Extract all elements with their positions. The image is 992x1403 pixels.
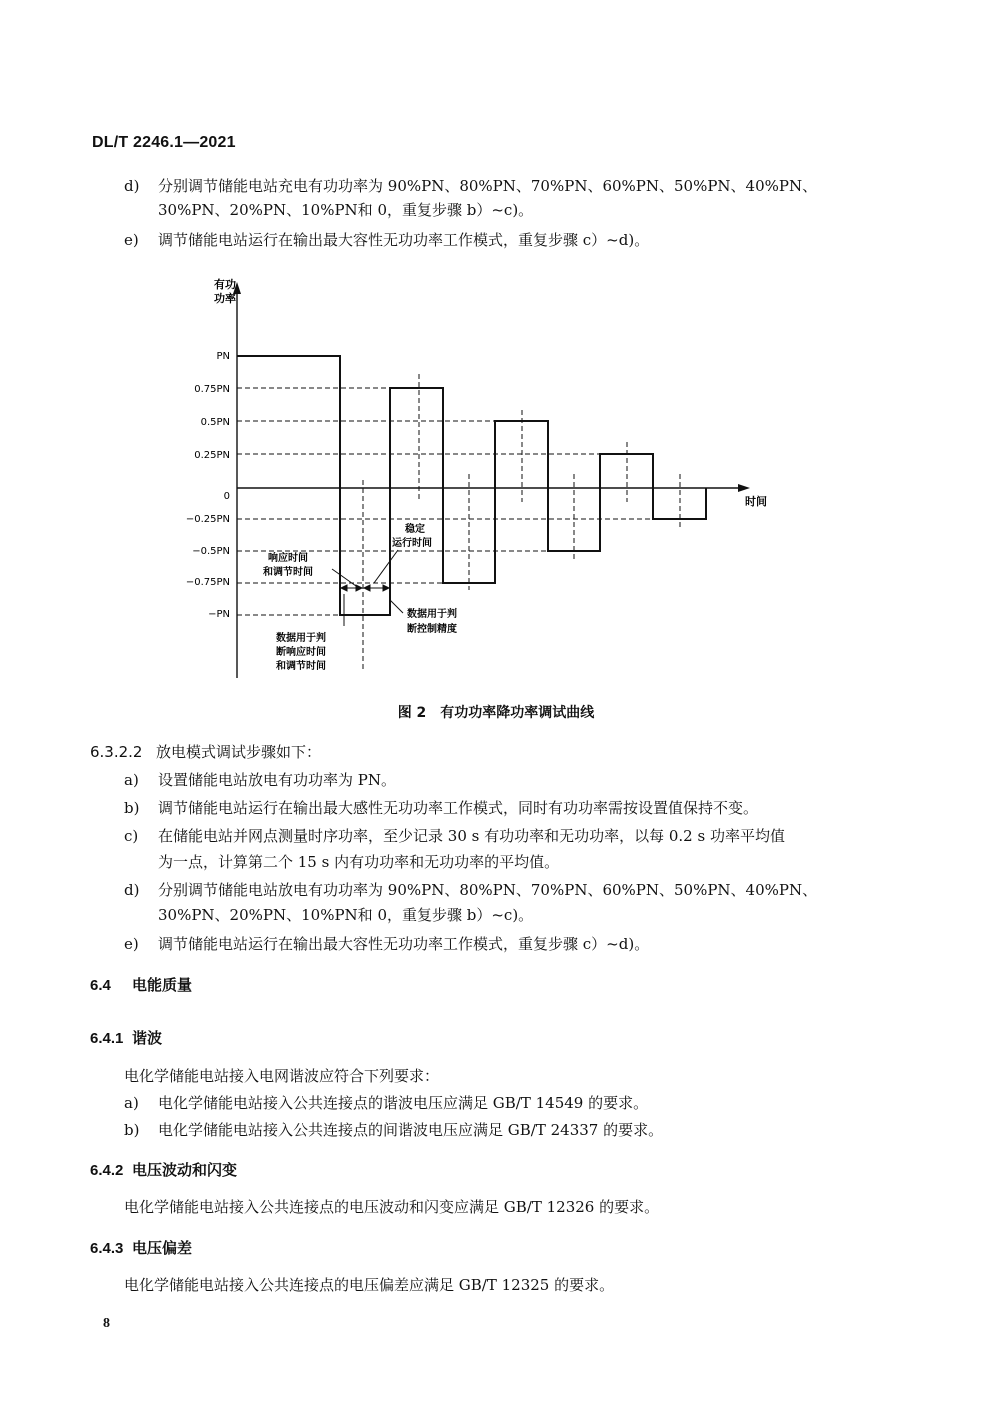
section-title: 电能质量 — [132, 976, 193, 994]
section-heading — [90, 1028, 162, 1049]
y-tick-label: PN — [216, 351, 230, 362]
y-tick-label: −0.5PN — [192, 546, 230, 557]
list-item — [124, 1120, 663, 1140]
section-title: 电压偏差 — [132, 1239, 193, 1257]
list-item-text: 电化学储能电站接入公共连接点的谐波电压应满足 GB/T 14549 的要求。 — [158, 1094, 649, 1112]
list-item — [124, 176, 817, 196]
arrow-head — [356, 585, 362, 591]
annotation-text: 和调节时间 — [276, 661, 326, 672]
list-item — [124, 880, 817, 900]
annotation-text: 和调节时间 — [263, 567, 313, 578]
section-heading — [90, 1160, 237, 1181]
y-tick-label: 0 — [223, 491, 230, 502]
figure-caption: 图 2 有功功率降功率调试曲线 — [397, 705, 595, 721]
document-id: DL/T 2246.1—2021 — [92, 134, 236, 151]
list-item-label: a) — [124, 771, 139, 789]
section-number: 6.4.1 — [90, 1030, 124, 1047]
list-item — [124, 1093, 648, 1113]
y-tick-label: 0.25PN — [194, 450, 230, 461]
y-axis-label: 功率 — [214, 292, 236, 305]
arrow-head — [383, 585, 389, 591]
y-axis-label: 有功 — [214, 278, 236, 291]
annotation-leader — [390, 600, 403, 613]
section-number: 6.4 — [90, 977, 111, 994]
section-heading — [90, 742, 321, 762]
list-item — [124, 770, 396, 790]
list-item-text: 在储能电站并网点测量时序功率，至少记录 30 s 有功功率和无功功率，以每 0.2 s 功率平均值 — [158, 827, 785, 845]
list-item-text: 分别调节储能电站充电有功功率为 90%PN、80%PN、70%PN、60%PN、50%PN、40%PN、 — [158, 177, 818, 195]
annotation-text: 数据用于判 — [407, 609, 457, 620]
list-item-continuation — [158, 200, 533, 220]
list-item-text: 调节储能电站运行在输出最大感性无功功率工作模式，同时有功功率需按设置值保持不变。 — [158, 799, 759, 817]
dimension-arrows — [341, 585, 389, 591]
list-item-continuation — [158, 852, 559, 872]
paragraph: 电化学储能电站接入公共连接点的电压偏差应满足 GB/T 12325 的要求。 — [124, 1276, 615, 1294]
y-tick-label: −0.25PN — [185, 514, 230, 525]
annotation-text: 稳定 — [405, 524, 425, 535]
list-item-label: d) — [124, 881, 140, 899]
list-item-label: d) — [124, 177, 140, 195]
annotation-text: 断响应时间 — [276, 647, 326, 658]
section-title: 谐波 — [132, 1029, 163, 1047]
list-item-text: 设置储能电站放电有功功率为 PN。 — [158, 771, 396, 789]
list-item-label: e) — [124, 231, 139, 249]
section-title: 电压波动和闪变 — [132, 1161, 238, 1179]
section-heading — [90, 975, 192, 996]
x-axis-label: 时间 — [745, 495, 767, 508]
list-item-label: b) — [124, 799, 140, 817]
annotation-text: 响应时间 — [268, 553, 308, 564]
list-item-text: 电化学储能电站接入公共连接点的间谐波电压应满足 GB/T 24337 的要求。 — [158, 1121, 664, 1139]
section-number: 6.3.2.2 — [90, 743, 143, 761]
arrow-head — [364, 585, 370, 591]
list-item-label: a) — [124, 1094, 139, 1112]
list-item — [124, 798, 758, 818]
list-item-label: b) — [124, 1121, 140, 1139]
annotation-text: 断控制精度 — [407, 624, 457, 635]
list-item — [124, 230, 649, 250]
paragraph: 电化学储能电站接入公共连接点的电压波动和闪变应满足 GB/T 12326 的要求。 — [124, 1198, 660, 1216]
annotation-leader — [374, 550, 398, 583]
annotation-text: 数据用于判 — [276, 633, 326, 644]
annotation-text: 运行时间 — [392, 538, 432, 549]
list-item-continuation — [158, 905, 533, 925]
arrow-head — [341, 585, 347, 591]
y-tick-label: −PN — [208, 609, 230, 620]
response-time-annotation — [263, 551, 356, 586]
stable-time-annotation — [374, 522, 432, 583]
power-step-chart — [160, 270, 800, 690]
list-item — [124, 826, 785, 846]
y-tick-label: 0.75PN — [194, 384, 230, 395]
list-item-text: 为一点，计算第二个 15 s 内有功功率和无功功率的平均值。 — [158, 853, 560, 871]
list-item-label: c) — [124, 827, 139, 845]
section-heading — [90, 1238, 192, 1259]
page-number: 8 — [103, 1316, 110, 1331]
list-item-text: 调节储能电站运行在输出最大容性无功功率工作模式，重复步骤 c）~d)。 — [158, 231, 650, 249]
paragraph: 电化学储能电站接入电网谐波应符合下列要求： — [124, 1067, 440, 1085]
section-number: 6.4.3 — [90, 1240, 124, 1257]
x-axis-arrow — [738, 484, 750, 492]
list-item-text: 30%PN、20%PN、10%PN和 0，重复步骤 b）~c)。 — [158, 906, 534, 924]
y-tick-label: 0.5PN — [200, 417, 230, 428]
y-tick-label: −0.75PN — [185, 577, 230, 588]
list-item-text: 30%PN、20%PN、10%PN和 0，重复步骤 b）~c)。 — [158, 201, 534, 219]
response-data-annotation — [276, 594, 344, 672]
section-number: 6.4.2 — [90, 1162, 124, 1179]
list-item-text: 分别调节储能电站放电有功功率为 90%PN、80%PN、70%PN、60%PN、50%PN、40%PN、 — [158, 881, 818, 899]
list-item-text: 调节储能电站运行在输出最大容性无功功率工作模式，重复步骤 c）~d)。 — [158, 935, 650, 953]
section-title: 放电模式调试步骤如下： — [156, 743, 322, 761]
y-tick-labels — [186, 351, 230, 620]
precision-annotation — [390, 600, 457, 635]
list-item — [124, 934, 649, 954]
list-item-label: e) — [124, 935, 139, 953]
